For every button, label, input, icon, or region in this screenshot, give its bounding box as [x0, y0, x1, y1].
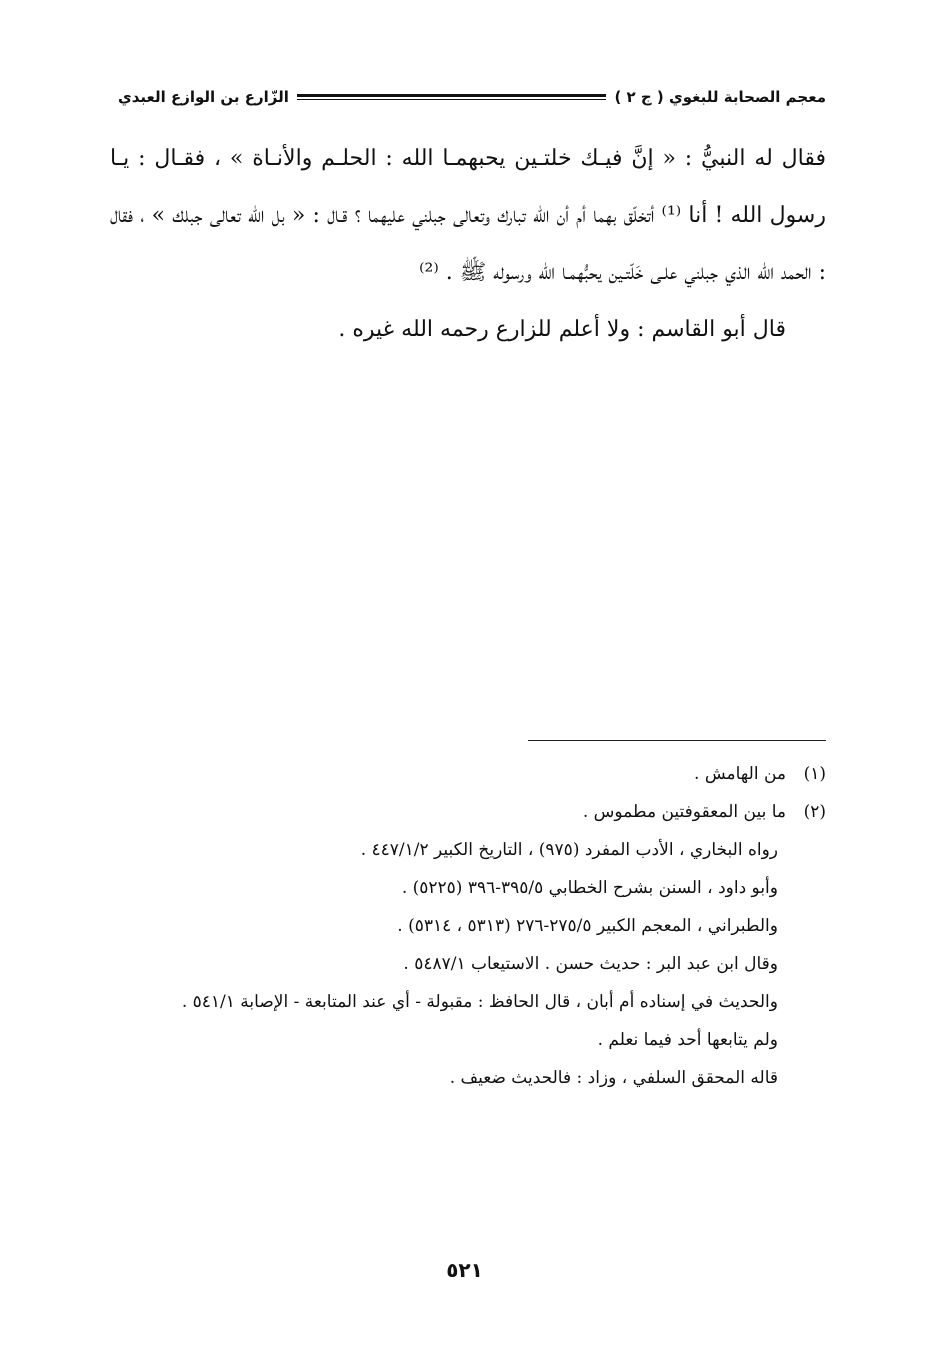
footnote-text: ما بين المعقوفتين مطموس .: [582, 802, 786, 822]
page-number: ٥٢١: [446, 1258, 483, 1282]
footnote-line: وأبو داود ، السنن بشرح الخطابي ٣٩٥/٥-٣٩٦ (٥٢٢٥) .: [401, 878, 778, 898]
footnote-1: [110, 755, 826, 793]
footnote-separator: [528, 740, 826, 741]
footnote-line: ولم يتابعها أحد فيما نعلم .: [597, 1030, 778, 1050]
main-paragraph-closing: قال أبو القاسم : ولا أعلم للزارع رحمه الله غيره .: [338, 317, 786, 342]
main-paragraph: فقال له النبيُّ : « إنَّ فيـك خلتـين يحبهمـا الله : الحلـم والأنـاة » ، فقـال : يـا رسول الله ! أنا ⁽¹⁾ أتخلّق بهما أم أن الله تبارك وتعالى جبلني عليهما ؟ قـال : « بل الله تعالى جبلك » ، فقال : الحمد الله الذي جبلني علـى خَلّتـين يحبُّهمـا الله ورسوله ﷺ . ⁽²⁾: [110, 146, 826, 285]
footnote-number: (١): [803, 764, 826, 784]
footnote-line: والحديث في إسناده أم أبان ، قال الحافظ : مقبولة - أي عند المتابعة - الإصابة ٥٤١/١ .: [181, 992, 778, 1012]
footnote-text: من الهامش .: [694, 764, 786, 784]
footnote-number: (٢): [803, 802, 826, 822]
main-text: [110, 130, 826, 358]
running-header: [118, 84, 826, 110]
footnote-line: قاله المحقق السلفي ، وزاد : فالحديث ضعيف .: [449, 1068, 778, 1088]
footnotes: [110, 755, 826, 1097]
footnote-line: والطبراني ، المعجم الكبير ٢٧٥/٥-٢٧٦ (٥٣١٣ ، ٥٣١٤) .: [397, 916, 778, 936]
footnote-2: [110, 793, 826, 831]
header-book-title: معجم الصحابة للبغوي ( ج ٢ ): [614, 88, 826, 106]
footnote-line: وقال ابن عبد البر : حديث حسن . الاستيعاب ٥٤٨٧/١ .: [403, 954, 778, 974]
header-rule: [297, 94, 607, 100]
footnote-line: رواه البخاري ، الأدب المفرد (٩٧٥) ، التاريخ الكبير ٤٤٧/١/٢ .: [360, 840, 778, 860]
header-entry-title: الزّارع بن الوازع العبدي: [118, 88, 289, 106]
